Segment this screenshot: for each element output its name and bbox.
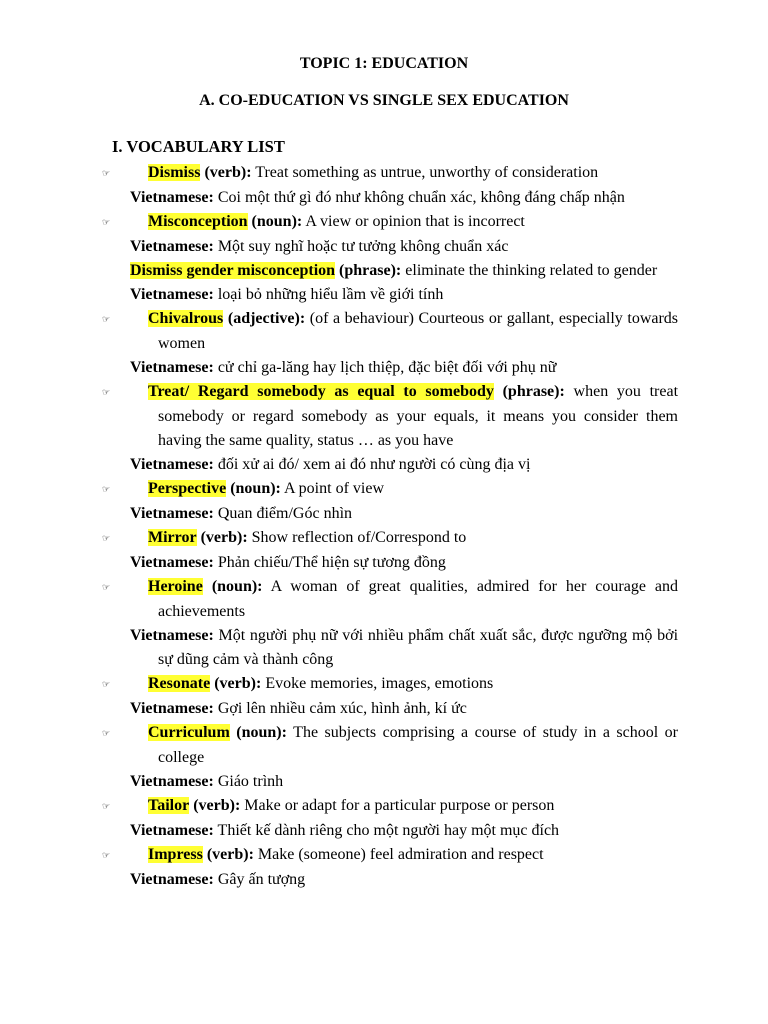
vietnamese-translation [130,551,678,575]
definition: Make or adapt for a particular purpose or person [244,797,555,814]
word-type: (phrase): [339,262,402,279]
vocab-entry [102,794,678,819]
vocab-entry [130,259,678,283]
word-type: (verb): [193,797,241,814]
definition: Evoke memories, images, emotions [265,675,494,692]
word-type: (noun): [251,213,303,230]
vocab-entry [102,721,679,770]
word-type: (noun): [236,724,287,741]
vocab-term: Impress [148,846,203,863]
vietnamese-text: Thiết kế dành riêng cho một người hay một mục đích [217,822,560,839]
vocab-term: Dismiss gender misconception [130,262,336,279]
vietnamese-label: Vietnamese: [130,456,214,473]
word-type: (verb): [214,675,262,692]
pointing-hand-icon: ☞ [102,485,111,495]
definition: Treat something as untrue, unworthy of consideration [255,164,599,181]
word-type: (phrase): [502,383,565,400]
definition: The subjects comprising a course of study in a school or college [158,724,679,766]
definition: A woman of great qualities, admired for her courage and achievements [158,578,679,620]
vietnamese-translation [130,624,678,672]
word-type: (verb): [204,164,252,181]
vocab-entry [102,526,678,551]
vietnamese-translation [130,235,678,259]
vietnamese-translation [130,770,678,794]
vocab-entry [102,672,678,697]
definition: A point of view [284,480,384,497]
vietnamese-translation [130,819,678,843]
vietnamese-label: Vietnamese: [130,871,214,888]
vietnamese-text: Giáo trình [217,773,284,790]
subtitle: A. CO-EDUCATION VS SINGLE SEX EDUCATION [199,92,569,109]
definition: when you treat somebody or regard somebody as your equals, it means you consider them having the same quality, status … as you have [158,383,679,449]
definition: Make (someone) feel admiration and respect [257,846,544,863]
vietnamese-label: Vietnamese: [130,627,214,644]
vocab-term: Curriculum [148,724,230,741]
vocab-entry [102,575,679,624]
vocab-entry [102,210,678,235]
vietnamese-text: cử chỉ ga-lăng hay lịch thiệp, đặc biệt đối với phụ nữ [217,359,557,376]
vietnamese-label: Vietnamese: [130,554,214,571]
vietnamese-text: Gây ấn tượng [217,871,306,888]
pointing-hand-icon: ☞ [102,802,111,812]
pointing-hand-icon: ☞ [102,680,111,690]
vietnamese-translation [130,502,678,526]
vocab-entry [102,843,678,868]
vietnamese-translation [130,283,678,307]
vocab-term: Misconception [148,213,248,230]
word-type: (verb): [200,529,248,546]
vietnamese-text: Quan điểm/Góc nhìn [217,505,353,522]
vietnamese-text: đối xử ai đó/ xem ai đó như người có cùng địa vị [217,456,531,473]
vietnamese-label: Vietnamese: [130,822,214,839]
vocab-term: Perspective [148,480,227,497]
vocab-term: Treat/ Regard somebody as equal to somebody [148,383,494,400]
section-heading: I. VOCABULARY LIST [112,137,285,156]
vocab-entry [102,380,679,453]
definition: Show reflection of/Correspond to [251,529,467,546]
word-type: (noun): [211,578,263,595]
topic-title: TOPIC 1: EDUCATION [299,55,469,72]
pointing-hand-icon: ☞ [102,851,111,861]
vietnamese-text: loại bỏ những hiểu lầm về giới tính [217,286,444,303]
vietnamese-label: Vietnamese: [130,189,214,206]
word-type: (noun): [230,480,281,497]
vietnamese-text: Coi một thứ gì đó như không chuẩn xác, không đáng chấp nhận [217,189,625,206]
vietnamese-text: Một suy nghĩ hoặc tư tưởng không chuẩn xác [217,238,509,255]
vocabulary-list [102,161,679,892]
vietnamese-label: Vietnamese: [130,286,214,303]
vietnamese-translation [130,356,678,380]
vocab-term: Dismiss [148,164,201,181]
pointing-hand-icon: ☞ [102,534,111,544]
vocab-term: Tailor [148,797,190,814]
vietnamese-text: Một người phụ nữ với nhiều phẩm chất xuất sắc, được ngưỡng mộ bởi sự dũng cảm và thành công [158,627,679,668]
pointing-hand-icon: ☞ [102,218,111,228]
pointing-hand-icon: ☞ [102,729,111,739]
vietnamese-text: Gợi lên nhiều cảm xúc, hình ảnh, kí ức [217,700,467,717]
definition: eliminate the thinking related to gender [405,262,658,279]
vietnamese-label: Vietnamese: [130,773,214,790]
vocab-term: Heroine [148,578,203,595]
word-type: (verb): [206,846,254,863]
pointing-hand-icon: ☞ [102,583,111,593]
vocab-term: Mirror [148,529,197,546]
vietnamese-label: Vietnamese: [130,238,214,255]
vietnamese-translation [130,453,678,477]
word-type: (adjective): [227,310,306,327]
pointing-hand-icon: ☞ [102,315,111,325]
vietnamese-translation [130,186,678,210]
vietnamese-label: Vietnamese: [130,359,214,376]
vocab-entry [102,477,678,502]
definition: A view or opinion that is incorrect [305,213,525,230]
vocab-term: Chivalrous [148,310,224,327]
vietnamese-label: Vietnamese: [130,505,214,522]
vietnamese-translation [130,697,678,721]
definition: (of a behaviour) Courteous or gallant, especially towards women [158,310,679,352]
vocab-entry [102,161,678,186]
vocab-term: Resonate [148,675,211,692]
vietnamese-text: Phản chiếu/Thể hiện sự tương đồng [217,554,446,571]
vietnamese-translation [130,868,678,892]
vietnamese-label: Vietnamese: [130,700,214,717]
pointing-hand-icon: ☞ [102,169,111,179]
vocab-entry [102,307,679,356]
pointing-hand-icon: ☞ [102,388,111,398]
